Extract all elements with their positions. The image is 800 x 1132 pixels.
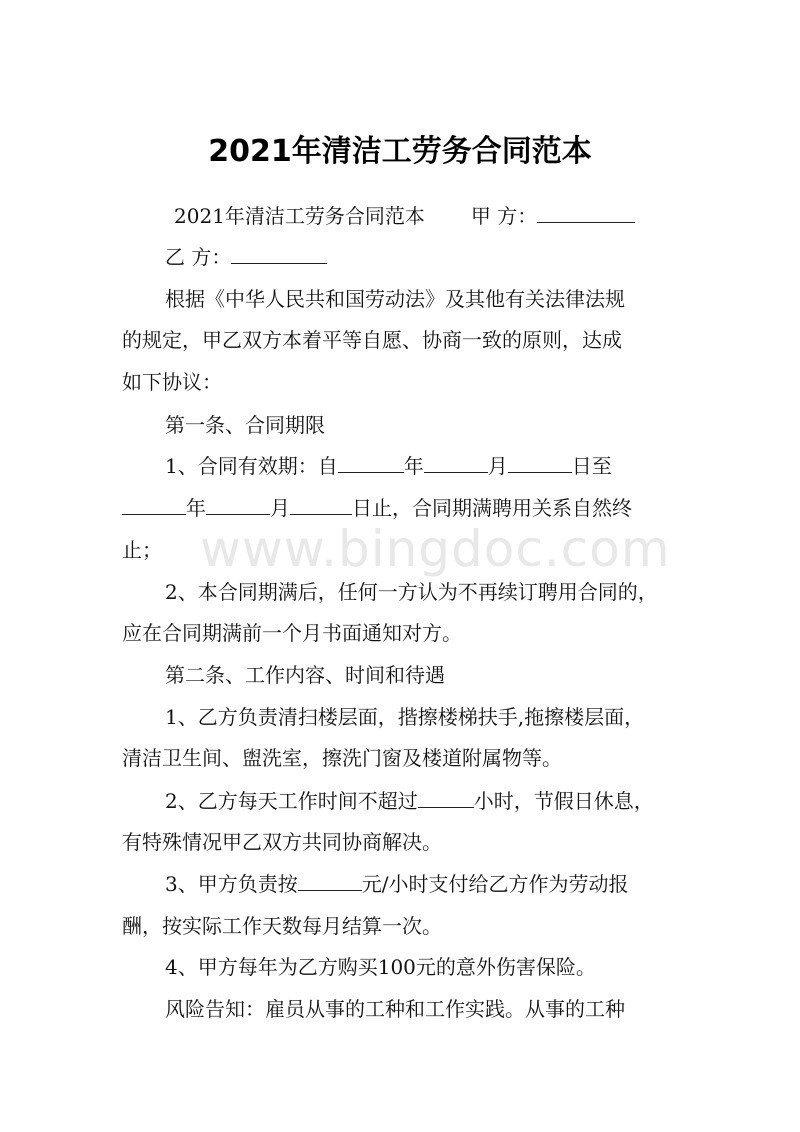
article2-heading: 第二条、工作内容、时间和待遇	[165, 663, 445, 687]
risk-notice: 风险告知：雇员从事的工种和工作实践。从事的工种	[165, 997, 625, 1021]
month-label: 月	[487, 454, 508, 478]
party-b-line	[165, 245, 327, 269]
clause3-prefix: 3、甲方负责按	[165, 872, 298, 896]
start-month-blank[interactable]	[424, 454, 488, 473]
article2-clause2-line2: 有特殊情况甲乙双方共同协商解决。	[122, 830, 442, 854]
year-label: 年	[403, 454, 424, 478]
article1-clause2-line1: 2、本合同期满后，任何一方认为不再续订聘用合同的，	[165, 580, 658, 604]
party-a-label: 甲 方：	[470, 204, 538, 228]
article2-clause4: 4、甲方每年为乙方购买100元的意外伤害保险。	[165, 955, 596, 979]
article2-clause3-line1	[165, 872, 628, 896]
article1-clause1-line1	[165, 454, 612, 478]
party-a-blank[interactable]	[537, 204, 635, 223]
article1-clause1-line2	[122, 496, 632, 520]
article2-clause2-line1	[165, 789, 654, 813]
hours-blank[interactable]	[418, 789, 474, 808]
party-b-label: 乙 方：	[165, 245, 232, 269]
document-title: 2021年清洁工劳务合同范本	[208, 134, 592, 169]
intro-line-2: 的规定，甲乙双方本着平等自愿、协商一致的原则，达成	[122, 328, 622, 352]
article1-clause2-line2: 应在合同期满前一个月书面通知对方。	[122, 621, 462, 645]
watermark: www.bingdoc.com	[200, 520, 671, 578]
clause2-prefix: 2、乙方每天工作时间不超过	[165, 789, 418, 813]
article1-clause1-line3: 止；	[122, 538, 162, 562]
end-month-blank[interactable]	[206, 496, 270, 515]
intro-line-3: 如下协议：	[122, 370, 222, 394]
article2-clause1-line2: 清洁卫生间、盥洗室，擦洗门窗及楼道附属物等。	[122, 746, 562, 770]
start-year-blank[interactable]	[338, 454, 404, 473]
article2-clause1-line1: 1、乙方负责清扫楼层面，揩擦楼梯扶手,拖擦楼层面，	[165, 705, 645, 729]
end-year-blank[interactable]	[122, 496, 186, 515]
end-day-blank[interactable]	[290, 496, 352, 515]
clause1-prefix: 1、合同有效期：自	[165, 454, 338, 478]
header-title-text: 2021年清洁工劳务合同范本	[174, 204, 425, 228]
party-b-blank[interactable]	[231, 245, 327, 264]
clause2-suffix: 小时，节假日休息，	[473, 789, 654, 813]
intro-line-1: 根据《中华人民共和国劳动法》及其他有关法律法规	[165, 287, 625, 311]
month2-label: 月	[270, 496, 290, 520]
rate-blank[interactable]	[298, 872, 362, 891]
year2-label: 年	[186, 496, 206, 520]
clause3-suffix: 元/小时支付给乙方作为劳动报	[361, 872, 629, 896]
day-to-label: 日至	[571, 454, 612, 478]
header-line	[174, 204, 635, 228]
article1-heading: 第一条、合同期限	[165, 413, 325, 437]
start-day-blank[interactable]	[508, 454, 572, 473]
article2-clause3-line2: 酬，按实际工作天数每月结算一次。	[122, 914, 442, 938]
clause1-end: 日止，合同期满聘用关系自然终	[352, 496, 632, 520]
